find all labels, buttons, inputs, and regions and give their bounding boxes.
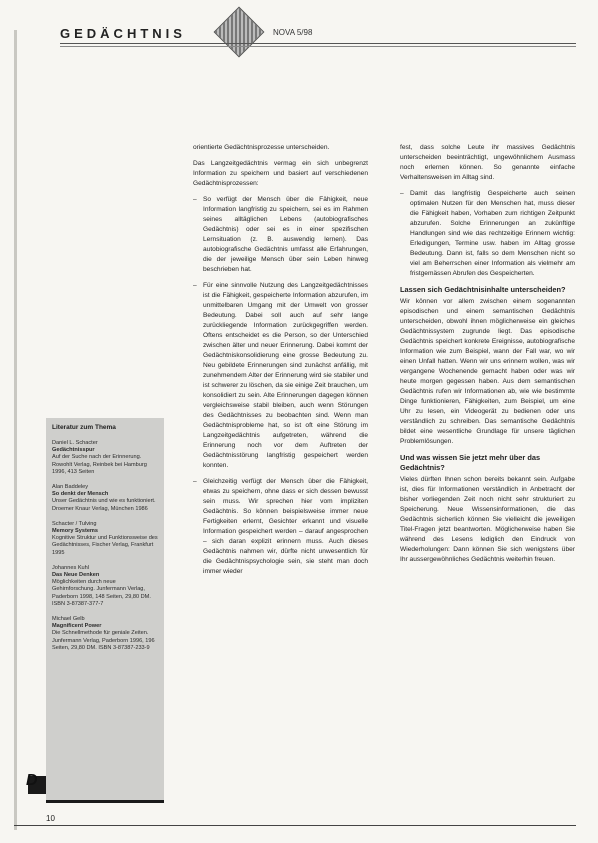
entry-author: Schacter / Tulving [52,520,97,527]
header-rule-secondary [60,46,576,47]
bullet-item: – So verfügt der Mensch über die Fähigkeit, neue Information langfristig zu speichern, sei es im Rahmen seines alltäglichen Lebens (autobiografisches Gedächtnis) oder sei es in einer spezifischen Lernsituation (z. B. auswendig lernen). Das autobiografische Gedächtnis umfasst alle Erfahrungen, die der jeweilige Mensch über sein Leben hinweg beschrieben hat. [193,195,368,275]
literature-entry [52,440,160,476]
entry-author: Johannes Kuhl [52,564,90,571]
literature-list [52,440,160,660]
page-number: 10 [46,814,55,823]
paragraph: Wir können vor allem zwischen einem sogenannten episodischen und einem semantischen Gedächtnis unterscheiden, obwohl ihnen möglicherweise ein gleiches Gedächtnissystem zugrunde liegt. Das episodische Gedächtnis speichert konkrete Ereignisse, autobiografische Information wie zum Beispiel, wann der Fall war, wo wir einen Unfall hatten. Wenn wir uns erinnern wollen, was wir vergangene Wochenende gemacht haben oder was wir heute morgen gegessen haben. Aus dem semantischen Gedächtnis rufen wir Informationen ab, wie wie bestimmte Dinge funktionieren, Fähigkeiten, zum Beispiel, um eine Uhr zu lesen, ein Videogerät zu bedienen oder uns verständlich zu schreiben. Das semantische Gedächtnis bildet eine wesentliche Grundlage für unsere täglichen Problemlösungen. [400,298,575,445]
middle-column [193,143,368,583]
paragraph: Das Langzeitgedächtnis vermag ein sich unbegrenzt Information zu speichern und basiert auf verschiedenen Gedächtnisprozessen: [193,160,368,187]
bullet-item: – Für eine sinnvolle Nutzung des Langzeitgedächtnisses ist die Fähigkeit, gespeicherte Information abzurufen, im unmittelbaren Umgang mit der Umwelt von grosser Bedeutung. Dabei soll auch auf sehr lange zurückliegende Information zurückgegriffen werden. Oftens entscheidet es die Person, so der Unterschied zwischen älter und neuer Erinnerung. Dabei kommt der Gedächtniskonsolidierung eine grosse Bedeutung zu. Neu gebildete Erinnerungen sind zunächst anfällig, mit zunehmendem Alter der Erinnerung wird sie stabiler und ist schwerer zu löschen, da sie einige Zeit brauchen, um konsolidiert zu sein. Alte Erinnerungen dagegen können vergleichsweise stabil bleiben, auch wenn Störungen des Gedächtnisses zu beobachten sind. Wenn man Gedächtnisprobleme hat, so ist oft eine Störung im Langzeitgedächtnis aufgetreten, während die Erinnerung noch vor dem Auftreten der Gedächtnisstörung langfristig gespeichert werden konnten. [193,281,368,471]
header-rule [60,43,576,44]
footer-rule [14,825,576,826]
entry-detail: Auf der Suche nach der Erinnerung. Rowohlt Verlag, Reinbek bei Hamburg 1996, 413 Seiten [52,454,147,475]
literature-entry [52,521,160,557]
entry-detail: Die Schnellmethode für geniale Zeiten. Junfermann Verlag, Paderborn 1996, 196 Seiten, 29,80 DM. ISBN 3-87387-233-9 [52,630,155,651]
section-marker-letter: D [26,772,38,789]
bullet-list [193,195,368,577]
bullet-item: – Gleichzeitig verfügt der Mensch über die Fähigkeit, etwas zu speichern, ohne dass er sich dessen bewusst sein muss. Wir sprechen hier vom impliziten Gedächtnis. So können beispielsweise immer neue Fertigkeiten erlernt, Gesichter erkannt und visuelle Information gespeichert werden – darauf angesprochen – sich daran explizit erinnern muss. Auch dieses Gedächtnis nahmen wir, dürfte nicht unwesentlich für die Gedächtnispsychologie sein, sie steht man doch immer wieder [193,477,368,577]
paragraph: Vieles dürften Ihnen schon bereits bekannt sein. Aufgabe ist, dies für Informationen verständlich in Anbetracht der bisher vorliegenden Zeit noch nicht sehr strukturiert zu Speicherung. Neue Wissensinformationen, die das Gedächtnis sicherlich können Sie vielleicht die jeweiligen Titel-Fragen jetzt beantworten. Möglicherweise haben Sie während des Lesens lediglich den Eindruck von Wiederholungen: Dann können Sie sich wenigstens über Ihr aussergewöhnliches Gedächtnis weiterhin freuen. [400,476,575,563]
entry-title: Memory Systems [52,528,99,535]
literature-entry [52,565,160,608]
section-heading: Und was wissen Sie jetzt mehr über das Gedächtnis? [400,453,541,472]
bullet-list [400,189,575,279]
entry-title: Das Neue Denken [52,572,100,579]
right-column [400,143,575,571]
sidebar-heading: Literatur zum Thema [52,424,116,431]
sidebar-bottom-bar [46,800,164,803]
section-heading: Lassen sich Gedächtnisinhalte unterscheiden? [400,285,566,294]
entry-detail: Unser Gedächtnis und wie es funktioniert. Droemer Knaur Verlag, München 1986 [52,498,156,512]
page-edge-strip [14,30,17,830]
literature-entry [52,616,160,652]
continued-text: fest, dass solche Leute ihr massives Gedächtnis unterscheiden beeinträchtigt, ungewöhnlichem Ausmass noch erlernen können. So genannte einfache Verhaltensweisen im Alltag sind. [400,144,575,181]
entry-title: Gedächtnisspur [52,447,95,454]
literature-entry [52,484,160,513]
entry-author: Alan Baddeley [52,484,89,491]
entry-detail: Kognitive Struktur und Funktionsweise des Gedächtnisses, Fischer Verlag, Frankfurt 1995 [52,535,158,556]
intro-text: orientierte Gedächtnisprozesse unterscheiden. [193,144,330,151]
entry-title: So denkt der Mensch [52,491,109,498]
entry-title: Magnificent Power [52,623,102,630]
issue-label: NOVA 5/98 [273,28,313,37]
magazine-logo [214,7,265,58]
entry-detail: Möglichkeiten durch neue Gehirnforschung. Junfermann Verlag, Paderborn 1998, 148 Seiten, 29,80 DM. ISBN 3-87387-377-7 [52,579,151,607]
entry-author: Daniel L. Schacter [52,440,98,446]
entry-author: Michael Gelb [52,616,85,623]
bullet-item: – Damit das langfristig Gespeicherte auch seinen optimalen Nutzen für den Menschen hat, muss dieser die Fähigkeit haben, Vorhaben zum richtigen Zeitpunkt abzurufen. Solche Erinnerungen an zukünftige Handlungen sind wie das rechtzeitige Erinnern wichtig: Erledigungen, Termine usw. haben im Alltag grosse Bedeutung. Dann ist, falls so dem Menschen nicht so viel am Beherrschen einer Information als vielmehr am fristgemässen Abrufen des Gespeicherten. [400,189,575,279]
section-title: GEDÄCHTNIS [60,26,186,41]
